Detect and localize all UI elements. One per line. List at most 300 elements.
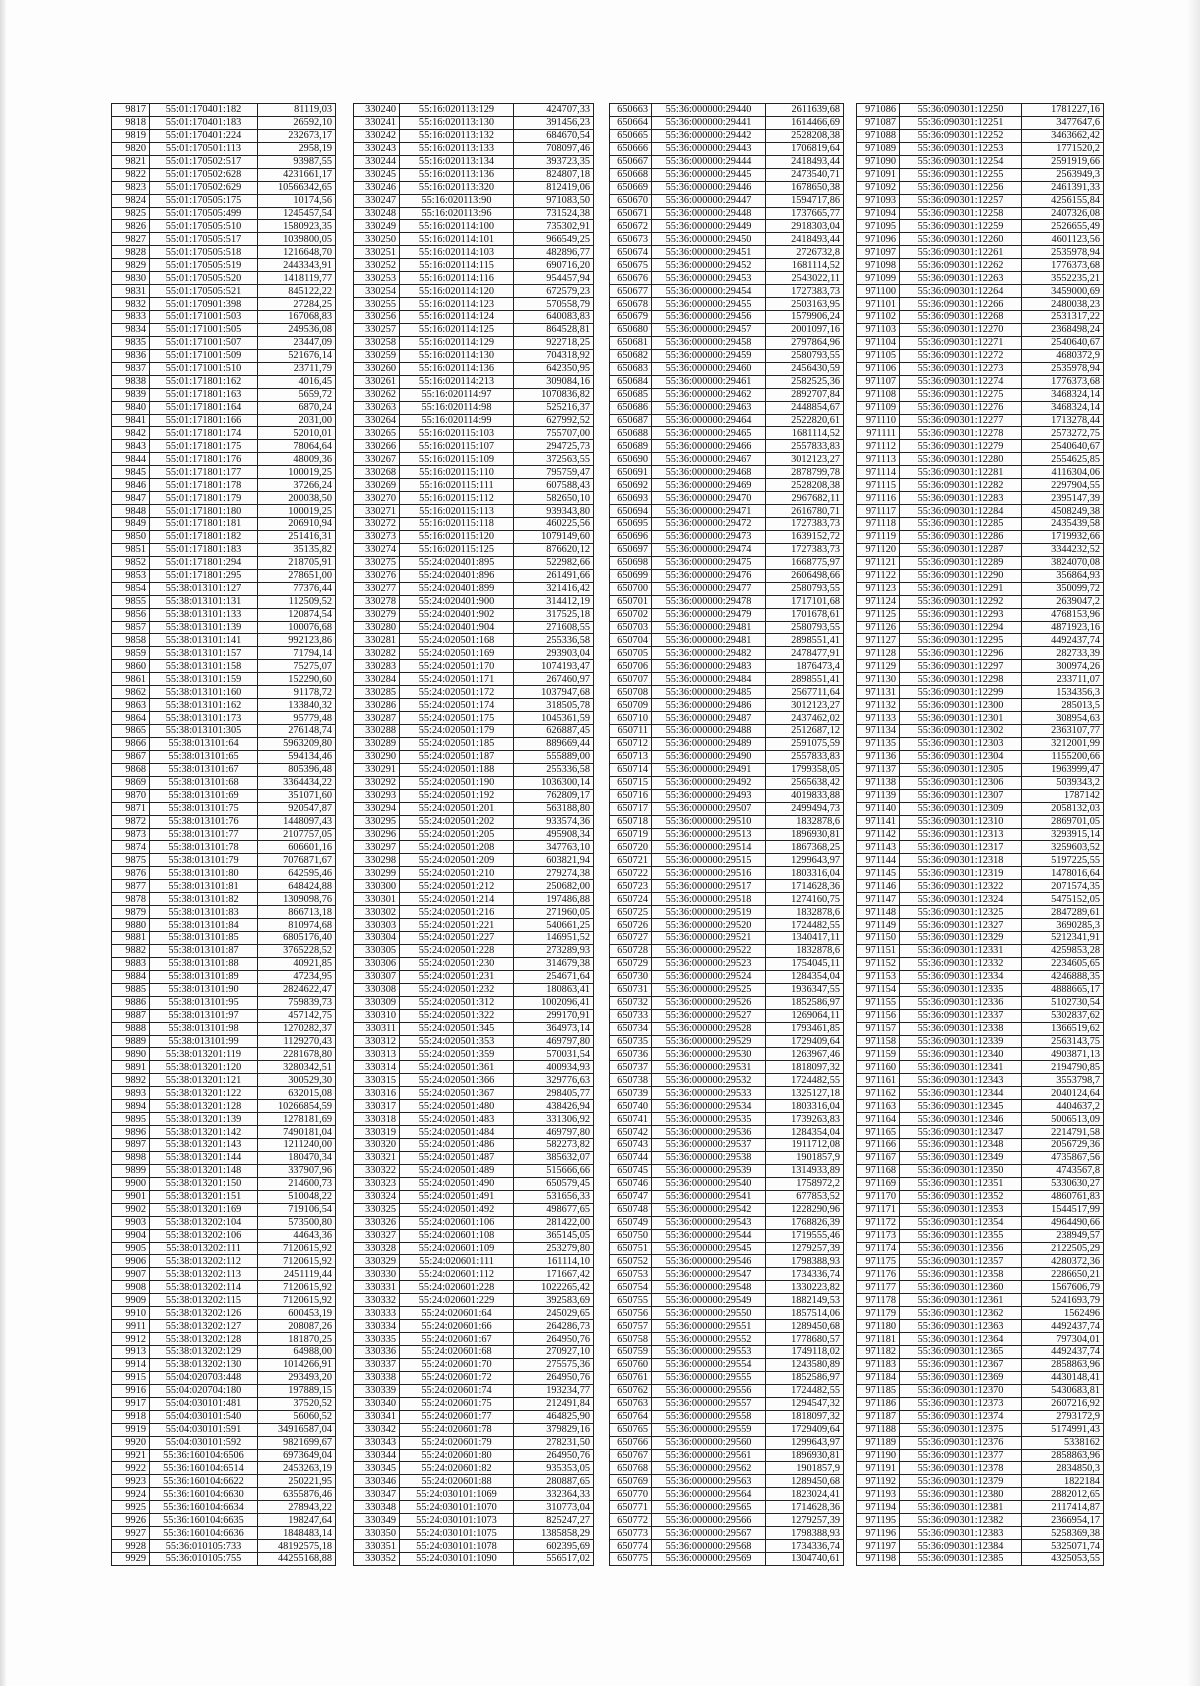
row-number: 9857: [112, 621, 150, 634]
row-number: 9860: [112, 660, 150, 673]
table-row: [857, 1216, 1104, 1229]
table-row: [112, 1203, 336, 1216]
row-number: 971156: [857, 1009, 900, 1022]
row-number: 330271: [354, 505, 400, 518]
cadastral-number: 55:36:000000:29483: [652, 660, 766, 673]
cadastral-number: 55:36:160104:6506: [150, 1449, 258, 1462]
cadastral-value: 2557833,83: [766, 440, 844, 453]
cadastral-value: 2512687,12: [766, 725, 844, 738]
cadastral-number: 55:24:020601:77: [400, 1410, 514, 1423]
row-number: 650670: [610, 194, 652, 207]
cadastral-value: 197486,88: [514, 893, 594, 906]
cadastral-number: 55:36:090301:12281: [900, 466, 1022, 479]
table-row: [112, 1436, 336, 1449]
table-row: [610, 1190, 844, 1203]
cadastral-value: 1211240,00: [258, 1139, 336, 1152]
row-number: 971128: [857, 647, 900, 660]
row-number: 330281: [354, 634, 400, 647]
cadastral-value: 5475152,05: [1022, 893, 1104, 906]
table-row: [610, 1164, 844, 1177]
row-number: 650763: [610, 1397, 652, 1410]
table-row: [610, 530, 844, 543]
table-row: [610, 647, 844, 660]
cadastral-value: 4492437,74: [1022, 1346, 1104, 1359]
row-number: 9827: [112, 233, 150, 246]
row-number: 330255: [354, 298, 400, 311]
table-row: [354, 181, 594, 194]
table-row: [354, 505, 594, 518]
table-row: [354, 298, 594, 311]
cadastral-number: 55:36:000000:29510: [652, 815, 766, 828]
cadastral-value: 2543022,11: [766, 272, 844, 285]
table-row: [354, 1229, 594, 1242]
table-row: [354, 1022, 594, 1035]
cadastral-number: 55:36:000000:29558: [652, 1410, 766, 1423]
table-row: [112, 1410, 336, 1423]
cadastral-value: 1681114,52: [766, 259, 844, 272]
row-number: 330263: [354, 401, 400, 414]
table-row: [112, 983, 336, 996]
cadastral-value: 2528208,38: [766, 129, 844, 142]
row-number: 650743: [610, 1139, 652, 1152]
row-number: 330247: [354, 194, 400, 207]
cadastral-number: 55:36:000000:29479: [652, 608, 766, 621]
table-row: [354, 789, 594, 802]
row-number: 330284: [354, 673, 400, 686]
table-row: [857, 1346, 1104, 1359]
table-row: [354, 142, 594, 155]
cadastral-number: 55:38:013101:98: [150, 1022, 258, 1035]
row-number: 330352: [354, 1553, 400, 1566]
cadastral-number: 55:36:000000:29514: [652, 841, 766, 854]
table-row: [610, 246, 844, 259]
table-row: [857, 776, 1104, 789]
row-number: 330326: [354, 1216, 400, 1229]
cadastral-value: 1727383,73: [766, 285, 844, 298]
row-number: 330323: [354, 1177, 400, 1190]
row-number: 9863: [112, 699, 150, 712]
table-row: [610, 207, 844, 220]
table-row: [112, 362, 336, 375]
cadastral-number: 55:38:013101:173: [150, 712, 258, 725]
cadastral-number: 55:01:171801:164: [150, 401, 258, 414]
cadastral-value: 607588,43: [514, 479, 594, 492]
cadastral-value: 1768826,39: [766, 1216, 844, 1229]
cadastral-number: 55:36:000000:29469: [652, 479, 766, 492]
table-row: [354, 569, 594, 582]
cadastral-number: 55:36:000000:29481: [652, 621, 766, 634]
cadastral-value: 6805176,40: [258, 932, 336, 945]
cadastral-value: 5241693,79: [1022, 1294, 1104, 1307]
cadastral-value: 1771520,2: [1022, 142, 1104, 155]
cadastral-number: 55:24:020501:210: [400, 867, 514, 880]
cadastral-number: 55:38:013101:305: [150, 725, 258, 738]
cadastral-number: 55:38:013101:162: [150, 699, 258, 712]
table-row: [610, 543, 844, 556]
cadastral-value: 1754045,11: [766, 957, 844, 970]
cadastral-value: 4280372,36: [1022, 1255, 1104, 1268]
cadastral-value: 279274,38: [514, 867, 594, 880]
table-row: [112, 311, 336, 324]
table-row: [112, 1177, 336, 1190]
table-row: [112, 1229, 336, 1242]
table-row: [610, 789, 844, 802]
table-row: [857, 505, 1104, 518]
cadastral-value: 2456430,59: [766, 362, 844, 375]
cadastral-number: 55:36:090301:12367: [900, 1358, 1022, 1371]
cadastral-number: 55:36:000000:29441: [652, 116, 766, 129]
row-number: 650742: [610, 1126, 652, 1139]
cadastral-value: 75275,07: [258, 660, 336, 673]
row-number: 330296: [354, 828, 400, 841]
cadastral-value: 1314933,89: [766, 1164, 844, 1177]
row-number: 650751: [610, 1242, 652, 1255]
cadastral-number: 55:24:020401:896: [400, 569, 514, 582]
row-number: 330320: [354, 1139, 400, 1152]
cadastral-number: 55:24:020501:490: [400, 1177, 514, 1190]
table-row: [354, 1113, 594, 1126]
table-row: [610, 1229, 844, 1242]
cadastral-number: 55:36:090301:12339: [900, 1035, 1022, 1048]
row-number: 650672: [610, 220, 652, 233]
cadastral-number: 55:24:020501:187: [400, 750, 514, 763]
row-number: 650688: [610, 427, 652, 440]
row-number: 9872: [112, 815, 150, 828]
cadastral-value: 100019,25: [258, 505, 336, 518]
row-number: 971110: [857, 414, 900, 427]
row-number: 330243: [354, 142, 400, 155]
cadastral-value: 2297904,55: [1022, 479, 1104, 492]
table-row: [610, 1009, 844, 1022]
cadastral-number: 55:36:000000:29513: [652, 828, 766, 841]
cadastral-number: 55:36:090301:12370: [900, 1384, 1022, 1397]
row-number: 9925: [112, 1501, 150, 1514]
table-row: [112, 660, 336, 673]
row-number: 9847: [112, 492, 150, 505]
cadastral-number: 55:16:020113:136: [400, 168, 514, 181]
cadastral-value: 1278181,69: [258, 1113, 336, 1126]
row-number: 650710: [610, 712, 652, 725]
cadastral-value: 1562496: [1022, 1307, 1104, 1320]
cadastral-number: 55:01:171001:509: [150, 349, 258, 362]
table-row: [354, 880, 594, 893]
table-row: [112, 1216, 336, 1229]
table-row: [112, 336, 336, 349]
cadastral-value: 2540640,67: [1022, 440, 1104, 453]
cadastral-number: 55:36:000000:29482: [652, 647, 766, 660]
cadastral-value: 708097,46: [514, 142, 594, 155]
row-number: 330318: [354, 1113, 400, 1126]
table-row: [610, 479, 844, 492]
cadastral-number: 55:36:000000:29515: [652, 854, 766, 867]
row-number: 330295: [354, 815, 400, 828]
cadastral-number: 55:16:020113:90: [400, 194, 514, 207]
cadastral-number: 55:36:090301:12348: [900, 1139, 1022, 1152]
table-row: [857, 789, 1104, 802]
row-number: 9884: [112, 970, 150, 983]
row-number: 9916: [112, 1384, 150, 1397]
table-row: [354, 311, 594, 324]
cadastral-value: 2591075,59: [766, 737, 844, 750]
table-row: [610, 142, 844, 155]
row-number: 650759: [610, 1346, 652, 1359]
cadastral-number: 55:24:020501:172: [400, 686, 514, 699]
cadastral-number: 55:36:090301:12284: [900, 505, 1022, 518]
table-row: [610, 1268, 844, 1281]
cadastral-value: 392583,69: [514, 1294, 594, 1307]
row-number: 971160: [857, 1061, 900, 1074]
cadastral-number: 55:24:030101:1073: [400, 1514, 514, 1527]
row-number: 330299: [354, 867, 400, 880]
row-number: 971130: [857, 673, 900, 686]
table-row: [354, 712, 594, 725]
table-row: [112, 530, 336, 543]
row-number: 971139: [857, 789, 900, 802]
row-number: 9829: [112, 259, 150, 272]
table-row: [112, 595, 336, 608]
cadastral-value: 1070836,82: [514, 388, 594, 401]
table-row: [857, 1384, 1104, 1397]
row-number: 330298: [354, 854, 400, 867]
cadastral-value: 250682,00: [514, 880, 594, 893]
cadastral-value: 1717101,68: [766, 595, 844, 608]
row-number: 330344: [354, 1449, 400, 1462]
cadastral-value: 540661,25: [514, 919, 594, 932]
cadastral-number: 55:24:020501:228: [400, 944, 514, 957]
cadastral-value: 3280342,51: [258, 1061, 336, 1074]
cadastral-number: 55:38:013101:83: [150, 906, 258, 919]
cadastral-number: 55:01:170901:398: [150, 298, 258, 311]
cadastral-value: 1274160,75: [766, 893, 844, 906]
row-number: 971087: [857, 116, 900, 129]
table-row: [610, 1320, 844, 1333]
cadastral-number: 55:36:000000:29448: [652, 207, 766, 220]
row-number: 330290: [354, 750, 400, 763]
table-row: [112, 906, 336, 919]
cadastral-number: 55:01:171001:510: [150, 362, 258, 375]
row-number: 971149: [857, 919, 900, 932]
row-number: 330332: [354, 1294, 400, 1307]
table-row: [112, 1139, 336, 1152]
row-number: 650736: [610, 1048, 652, 1061]
cadastral-value: 161114,10: [514, 1255, 594, 1268]
cadastral-number: 55:36:090301:12287: [900, 543, 1022, 556]
row-number: 650765: [610, 1423, 652, 1436]
table-row: [857, 1358, 1104, 1371]
cadastral-value: 214600,73: [258, 1177, 336, 1190]
table-row: [610, 1501, 844, 1514]
cadastral-value: 582273,82: [514, 1139, 594, 1152]
cadastral-number: 55:36:000000:29472: [652, 518, 766, 531]
cadastral-value: 2591919,66: [1022, 155, 1104, 168]
row-number: 9837: [112, 362, 150, 375]
cadastral-value: 602395,69: [514, 1540, 594, 1553]
cadastral-value: 594134,46: [258, 750, 336, 763]
cadastral-number: 55:24:020501:171: [400, 673, 514, 686]
cadastral-number: 55:38:013101:131: [150, 595, 258, 608]
cadastral-number: 55:16:020113:130: [400, 116, 514, 129]
cadastral-value: 2858863,96: [1022, 1358, 1104, 1371]
cadastral-number: 55:16:020113:320: [400, 181, 514, 194]
table-row: [857, 440, 1104, 453]
cadastral-number: 55:16:020114:115: [400, 259, 514, 272]
row-number: 971107: [857, 375, 900, 388]
cadastral-value: 556517,02: [514, 1553, 594, 1566]
row-number: 650721: [610, 854, 652, 867]
row-number: 330297: [354, 841, 400, 854]
table-row: [857, 569, 1104, 582]
row-number: 330240: [354, 104, 400, 117]
row-number: 971178: [857, 1294, 900, 1307]
cadastral-value: 5197225,55: [1022, 854, 1104, 867]
row-number: 9896: [112, 1126, 150, 1139]
cadastral-value: 2031,00: [258, 414, 336, 427]
cadastral-value: 1727383,73: [766, 543, 844, 556]
cadastral-value: 2366954,17: [1022, 1514, 1104, 1527]
cadastral-value: 1852586,97: [766, 996, 844, 1009]
scan-edge-left: [0, 0, 6, 1686]
row-number: 971188: [857, 1423, 900, 1436]
cadastral-value: 510048,22: [258, 1190, 336, 1203]
row-number: 971138: [857, 776, 900, 789]
cadastral-number: 55:01:171801:174: [150, 427, 258, 440]
cadastral-number: 55:24:020501:489: [400, 1164, 514, 1177]
row-number: 650757: [610, 1320, 652, 1333]
row-number: 9842: [112, 427, 150, 440]
cadastral-number: 55:24:030101:1090: [400, 1553, 514, 1566]
cadastral-value: 424707,33: [514, 104, 594, 117]
row-number: 9836: [112, 349, 150, 362]
row-number: 650737: [610, 1061, 652, 1074]
row-number: 971161: [857, 1074, 900, 1087]
cadastral-value: 1299643,97: [766, 1436, 844, 1449]
cadastral-number: 55:36:090301:12350: [900, 1164, 1022, 1177]
row-number: 9895: [112, 1113, 150, 1126]
table-row: [610, 1475, 844, 1488]
table-row: [610, 750, 844, 763]
table-row: [610, 104, 844, 117]
cadastral-number: 55:36:000000:29560: [652, 1436, 766, 1449]
cadastral-value: 2286650,21: [1022, 1268, 1104, 1281]
cadastral-number: 55:36:000000:29544: [652, 1229, 766, 1242]
row-number: 9914: [112, 1358, 150, 1371]
row-number: 9858: [112, 634, 150, 647]
row-number: 330251: [354, 246, 400, 259]
row-number: 650691: [610, 466, 652, 479]
table-row: [857, 1061, 1104, 1074]
cadastral-value: 1713278,44: [1022, 414, 1104, 427]
table-row: [354, 906, 594, 919]
table-row: [112, 1346, 336, 1359]
row-number: 9894: [112, 1100, 150, 1113]
table-row: [112, 1294, 336, 1307]
row-number: 330267: [354, 453, 400, 466]
cadastral-value: 278943,22: [258, 1501, 336, 1514]
cadastral-number: 55:36:090301:12384: [900, 1540, 1022, 1553]
cadastral-number: 55:36:090301:12272: [900, 349, 1022, 362]
row-number: 971132: [857, 699, 900, 712]
row-number: 9849: [112, 518, 150, 531]
cadastral-number: 55:36:090301:12290: [900, 569, 1022, 582]
cadastral-value: 522982,66: [514, 556, 594, 569]
table-row: [610, 983, 844, 996]
cadastral-number: 55:36:000000:29522: [652, 944, 766, 957]
cadastral-number: 55:38:013202:106: [150, 1229, 258, 1242]
cadastral-number: 55:24:030101:1075: [400, 1527, 514, 1540]
row-number: 330269: [354, 479, 400, 492]
cadastral-value: 2580793,55: [766, 621, 844, 634]
cadastral-value: 308954,63: [1022, 712, 1104, 725]
cadastral-number: 55:36:090301:12296: [900, 647, 1022, 660]
table-row: [610, 932, 844, 945]
cadastral-value: 180470,34: [258, 1151, 336, 1164]
row-number: 971143: [857, 841, 900, 854]
table-row: [112, 1087, 336, 1100]
cadastral-value: 2606498,66: [766, 569, 844, 582]
cadastral-value: 2503163,95: [766, 298, 844, 311]
table-row: [610, 569, 844, 582]
cadastral-value: 2918303,04: [766, 220, 844, 233]
cadastral-number: 55:38:013202:126: [150, 1307, 258, 1320]
cadastral-number: 55:36:090301:12313: [900, 828, 1022, 841]
row-number: 330259: [354, 349, 400, 362]
cadastral-number: 55:38:013101:81: [150, 880, 258, 893]
table-row: [112, 1022, 336, 1035]
cadastral-value: 212491,84: [514, 1397, 594, 1410]
row-number: 330260: [354, 362, 400, 375]
cadastral-number: 55:36:000000:29466: [652, 440, 766, 453]
cadastral-value: 267460,97: [514, 673, 594, 686]
row-number: 9920: [112, 1436, 150, 1449]
table-row: [610, 466, 844, 479]
row-number: 330246: [354, 181, 400, 194]
table-row: [610, 1384, 844, 1397]
cadastral-number: 55:36:000000:29523: [652, 957, 766, 970]
cadastral-value: 331306,92: [514, 1113, 594, 1126]
cadastral-value: 44255168,88: [258, 1553, 336, 1566]
table-row: [354, 737, 594, 750]
cadastral-number: 55:36:000000:29519: [652, 906, 766, 919]
row-number: 971163: [857, 1100, 900, 1113]
table-row: [610, 970, 844, 983]
row-number: 330333: [354, 1307, 400, 1320]
table-row: [610, 828, 844, 841]
table-row: [354, 1449, 594, 1462]
cadastral-table-3: [609, 103, 844, 1566]
table-row: [857, 841, 1104, 854]
table-row: [610, 686, 844, 699]
cadastral-value: 1901857,9: [766, 1462, 844, 1475]
cadastral-value: 672579,23: [514, 285, 594, 298]
table-row: [112, 1514, 336, 1527]
row-number: 9824: [112, 194, 150, 207]
row-number: 9922: [112, 1462, 150, 1475]
row-number: 9911: [112, 1320, 150, 1333]
table-row: [857, 983, 1104, 996]
table-row: [112, 414, 336, 427]
table-row: [112, 168, 336, 181]
cadastral-value: 2122505,29: [1022, 1242, 1104, 1255]
row-number: 971168: [857, 1164, 900, 1177]
cadastral-value: 469797,80: [514, 1035, 594, 1048]
table-row: [857, 686, 1104, 699]
cadastral-value: 2448854,67: [766, 401, 844, 414]
cadastral-number: 55:36:090301:12294: [900, 621, 1022, 634]
cadastral-value: 1724482,55: [766, 1384, 844, 1397]
table-row: [857, 970, 1104, 983]
table-row: [610, 699, 844, 712]
cadastral-value: 270927,10: [514, 1346, 594, 1359]
